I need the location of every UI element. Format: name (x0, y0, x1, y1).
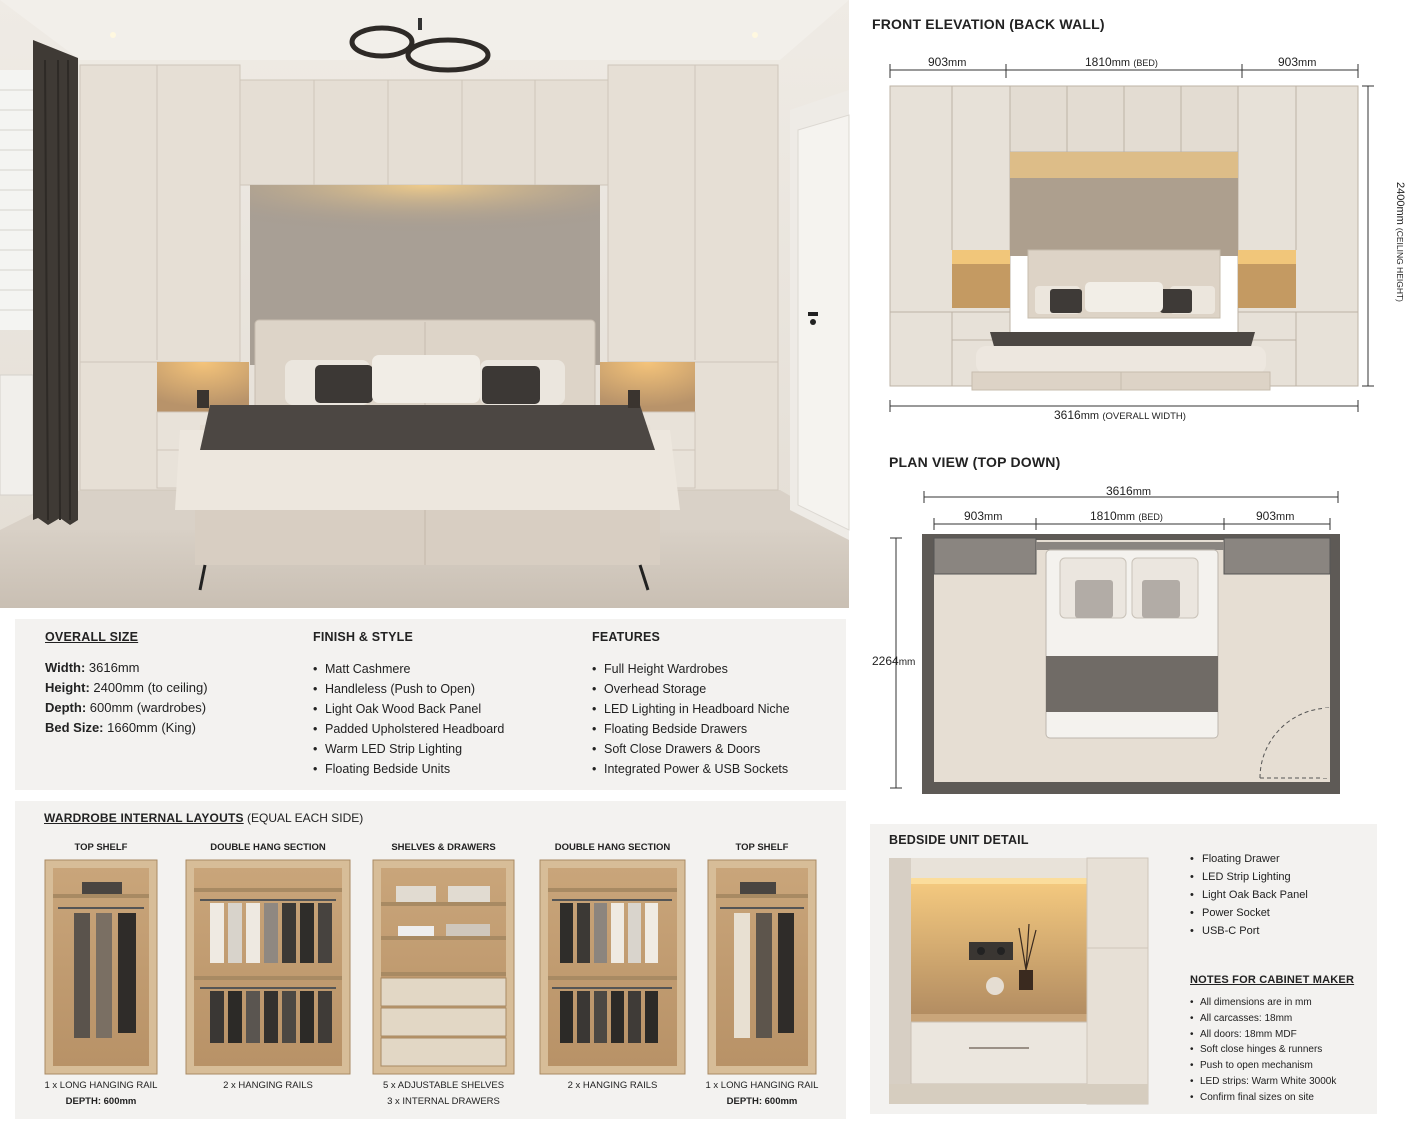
note-item: • Confirm final sizes on site (1190, 1090, 1375, 1106)
col-caption-1: 1 x LONG HANGING RAIL DEPTH: 600mm (44, 1080, 158, 1107)
pv-dim-center: 1810mm (BED) (1090, 509, 1163, 523)
bedside-item: • LED Strip Lighting (1190, 868, 1370, 886)
bedroom-render (0, 0, 849, 608)
col-caption-2: 2 x HANGING RAILS (223, 1080, 313, 1091)
spec-width: Width: 3616mm (45, 660, 140, 675)
finish-item: • Warm LED Strip Lighting (313, 739, 563, 759)
bedside-item: • Light Oak Back Panel (1190, 886, 1370, 904)
bedside-item: • Power Socket (1190, 904, 1370, 922)
col-caption-3: 5 x ADJUSTABLE SHELVES 3 x INTERNAL DRAWERS (382, 1080, 505, 1107)
note-item: • All carcasses: 18mm (1190, 1011, 1375, 1027)
feature-item: • Integrated Power & USB Sockets (592, 759, 842, 779)
wardrobe-layouts-heading: WARDROBE INTERNAL LAYOUTS (EQUAL EACH SIDE) (44, 811, 364, 825)
feature-item: • Floating Bedside Drawers (592, 719, 842, 739)
note-item: • Push to open mechanism (1190, 1058, 1375, 1074)
col-head-3: SHELVES & DRAWERS (391, 842, 496, 853)
feature-item: • Full Height Wardrobes (592, 659, 842, 679)
pv-dim-depth: 2264mm (872, 654, 916, 668)
overall-size-block (45, 630, 295, 738)
note-item: • All dimensions are in mm (1190, 995, 1375, 1011)
finish-style-title: FINISH & STYLE (313, 630, 414, 644)
col-caption-4: 2 x HANGING RAILS (567, 1080, 658, 1091)
features-block (592, 630, 842, 779)
col-head-1: TOP SHELF (74, 842, 128, 853)
finish-item: • Light Oak Wood Back Panel (313, 699, 563, 719)
bedside-title: BEDSIDE UNIT DETAIL (889, 833, 1029, 847)
finish-item: • Handleless (Push to Open) (313, 679, 563, 699)
features-title: FEATURES (592, 630, 661, 644)
col-caption-5: 1 x LONG HANGING RAIL DEPTH: 600mm (705, 1080, 819, 1107)
plan-view-title: PLAN VIEW (TOP DOWN) (889, 454, 1061, 470)
notes-list (1190, 995, 1375, 1106)
feature-item: • Soft Close Drawers & Doors (592, 739, 842, 759)
pv-dim-overall: 3616mm (1106, 484, 1152, 498)
note-item: • Soft close hinges & runners (1190, 1042, 1375, 1058)
front-elevation-drawing (860, 50, 1402, 430)
col-head-4: DOUBLE HANG SECTION (554, 842, 671, 853)
feature-item: • Overhead Storage (592, 679, 842, 699)
bedside-image (889, 858, 1148, 1104)
fe-dim-overall: 3616mm (OVERALL WIDTH) (1054, 408, 1186, 422)
bedside-item: • Floating Drawer (1190, 850, 1370, 868)
spec-height: Height: 2400mm (to ceiling) (45, 680, 208, 695)
spec-depth: Depth: 600mm (wardrobes) (45, 700, 207, 715)
col-head-2: DOUBLE HANG SECTION (210, 842, 326, 853)
overall-size-title: OVERALL SIZE (45, 630, 139, 644)
pv-dim-left: 903mm (964, 509, 1003, 523)
plan-view-drawing (860, 480, 1402, 810)
pv-dim-right: 903mm (1256, 509, 1295, 523)
col-head-5: TOP SHELF (735, 842, 789, 853)
finish-item: • Matt Cashmere (313, 659, 563, 679)
feature-item: • LED Lighting in Headboard Niche (592, 699, 842, 719)
fe-dim-right: 903mm (1278, 55, 1317, 69)
bedside-list (1190, 850, 1370, 940)
fe-dim-height: 2400mm (CEILING HEIGHT) (1394, 182, 1406, 303)
bedside-item: • USB-C Port (1190, 922, 1370, 940)
note-item: • LED strips: Warm White 3000k (1190, 1074, 1375, 1090)
note-item: • All doors: 18mm MDF (1190, 1027, 1375, 1043)
fe-dim-left: 903mm (928, 55, 967, 69)
notes-title: NOTES FOR CABINET MAKER (1190, 974, 1355, 986)
front-elevation-title: FRONT ELEVATION (BACK WALL) (872, 16, 1105, 32)
finish-item: • Padded Upholstered Headboard (313, 719, 563, 739)
finish-item: • Floating Bedside Units (313, 759, 563, 779)
finish-style-block (313, 630, 563, 779)
spec-bed-size: Bed Size: 1660mm (King) (45, 720, 196, 735)
wardrobe-interiors (0, 858, 849, 1078)
fe-dim-center: 1810mm (BED) (1085, 55, 1158, 69)
